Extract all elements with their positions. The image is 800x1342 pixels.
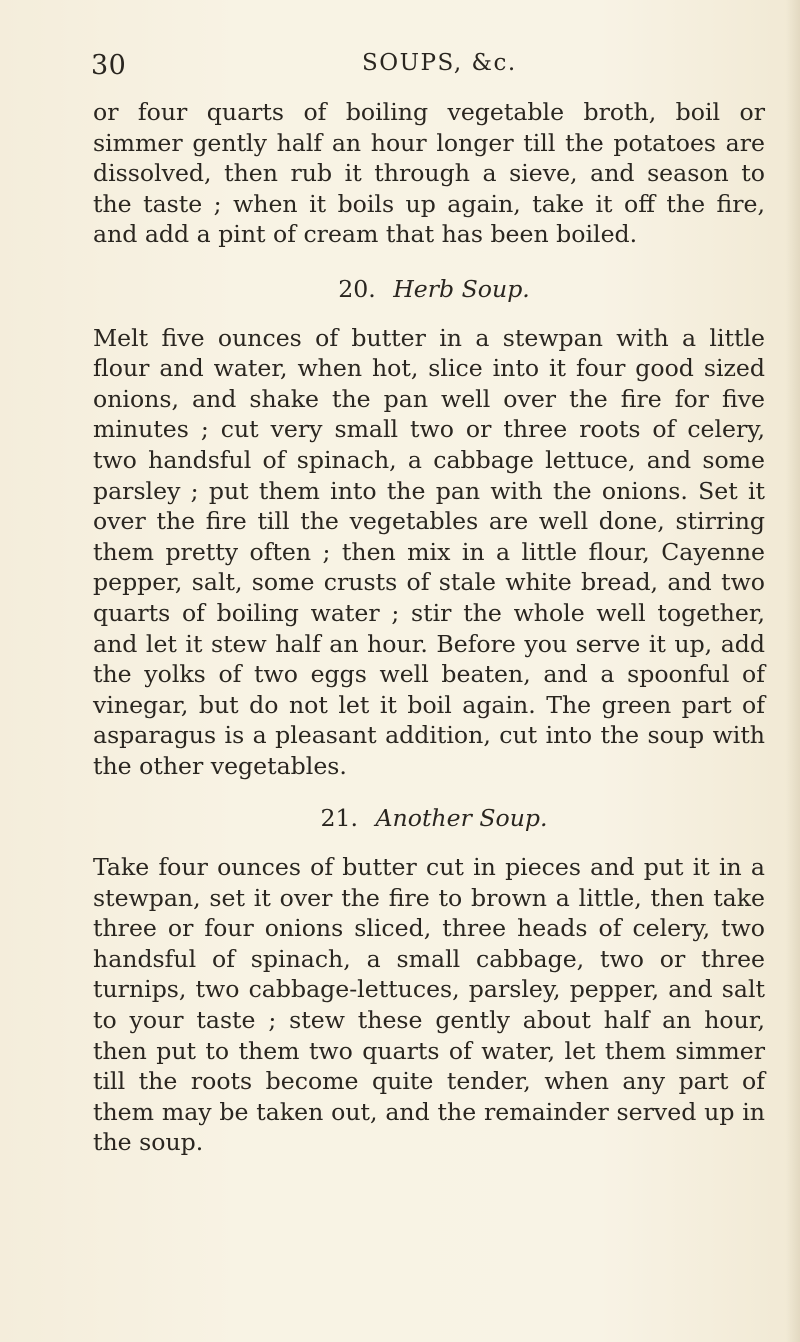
page-number: 30 (91, 50, 127, 81)
running-head (0, 50, 800, 86)
recipe-body-another-soup: Take four ounces of butter cut in pieces and put it in a stewpan, set it over the fire to brown a little, then take three or four onions sliced, three heads of celery, two handsful of spinach, a small cabbage, two or three turnips, two cabbage-lettuces, parsley, pepper, and salt to your taste ; stew these gently about half an hour, then put to them two quarts of water, let them simmer till the roots become quite tender, when any part of them may be taken out, and the remainder served up in the soup. (93, 853, 765, 1157)
page-edge-shadow (786, 0, 800, 1342)
recipe-number: 21. (320, 804, 358, 833)
recipe-heading-herb-soup (93, 274, 765, 305)
intro-paragraph: or four quarts of boiling vegetable broth, boil or simmer gently half an hour longer till the potatoes are dissolved, then rub it through a sieve, and season to the taste ; when it boils up again, take it off the fire, and add a pint of cream that has been boiled. (93, 98, 765, 249)
recipe-title: Another Soup. (375, 804, 548, 833)
recipe-title: Herb Soup. (393, 274, 530, 303)
running-title: SOUPS, &c. (362, 50, 517, 76)
recipe-body-herb-soup: Melt five ounces of butter in a stewpan with a little flour and water, when hot, slice into it four good sized onions, and shake the pan well over the fire for five minutes ; cut very small two or three roots of celery, two handsful of spinach, a cabbage lettuce, and some parsley ; put them into the pan with the onions. Set it over the fire till the vegetables are well done, stirring them pretty often ; then mix in a little flour, Cayenne pepper, salt, some crusts of stale white bread, and two quarts of boiling water ; stir the whole well together, and let it stew half an hour. Before you serve it up, add the yolks of two eggs well beaten, and a spoonful of vinegar, but do not let it boil again. The green part of asparagus is a pleasant addition, cut into the soup with the other vegetables. (93, 323, 765, 780)
page-body (93, 97, 765, 1158)
recipe-number: 20. (338, 274, 376, 303)
recipe-heading-another-soup (93, 803, 765, 834)
